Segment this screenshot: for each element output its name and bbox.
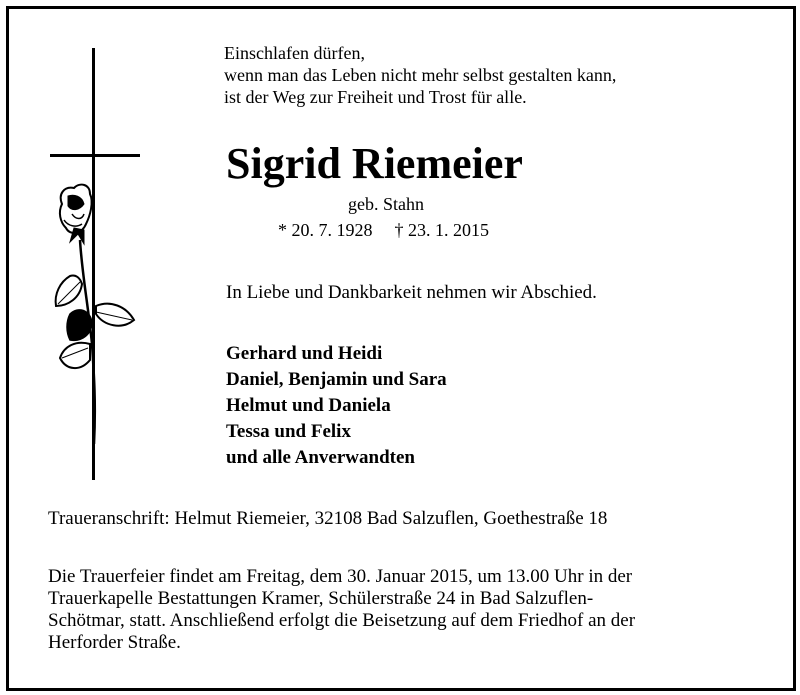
opening-quote [224, 42, 616, 108]
mourner-entry: Tessa und Felix [226, 421, 351, 442]
service-line: Die Trauerfeier findet am Freitag, dem 30. Januar 2015, um 13.00 Uhr in der [48, 566, 633, 587]
quote-line: wenn man das Leben nicht mehr selbst gestalten kann, [224, 65, 617, 85]
quote-line: Einschlafen dürfen, [224, 43, 365, 63]
deceased-name: Sigrid Riemeier [226, 139, 523, 188]
cross-with-rose [40, 44, 150, 484]
service-line: Trauerkapelle Bestattungen Kramer, Schülerstraße 24 in Bad Salzuflen- [48, 588, 594, 609]
birth-date: * 20. 7. 1928 [278, 220, 373, 240]
farewell-text: In Liebe und Dankbarkeit nehmen wir Abschied. [226, 282, 597, 303]
mourner-entry: Gerhard und Heidi [226, 343, 383, 364]
mourner-entry: Daniel, Benjamin und Sara [226, 369, 447, 390]
service-info [48, 566, 635, 654]
life-dates [278, 220, 489, 241]
service-line: Herforder Straße. [48, 632, 181, 653]
mourner-entry: Helmut und Daniela [226, 395, 391, 416]
mourner-entry: und alle Anverwandten [226, 447, 415, 468]
mourning-address: Traueranschrift: Helmut Riemeier, 32108 Bad Salzuflen, Goethestraße 18 [48, 508, 608, 529]
mourners-list [226, 341, 447, 471]
service-line: Schötmar, statt. Anschließend erfolgt die Beisetzung auf dem Friedhof an der [48, 610, 636, 631]
quote-line: ist der Weg zur Freiheit und Trost für alle. [224, 87, 527, 107]
death-date: † 23. 1. 2015 [394, 220, 489, 240]
maiden-name: geb. Stahn [348, 194, 424, 214]
